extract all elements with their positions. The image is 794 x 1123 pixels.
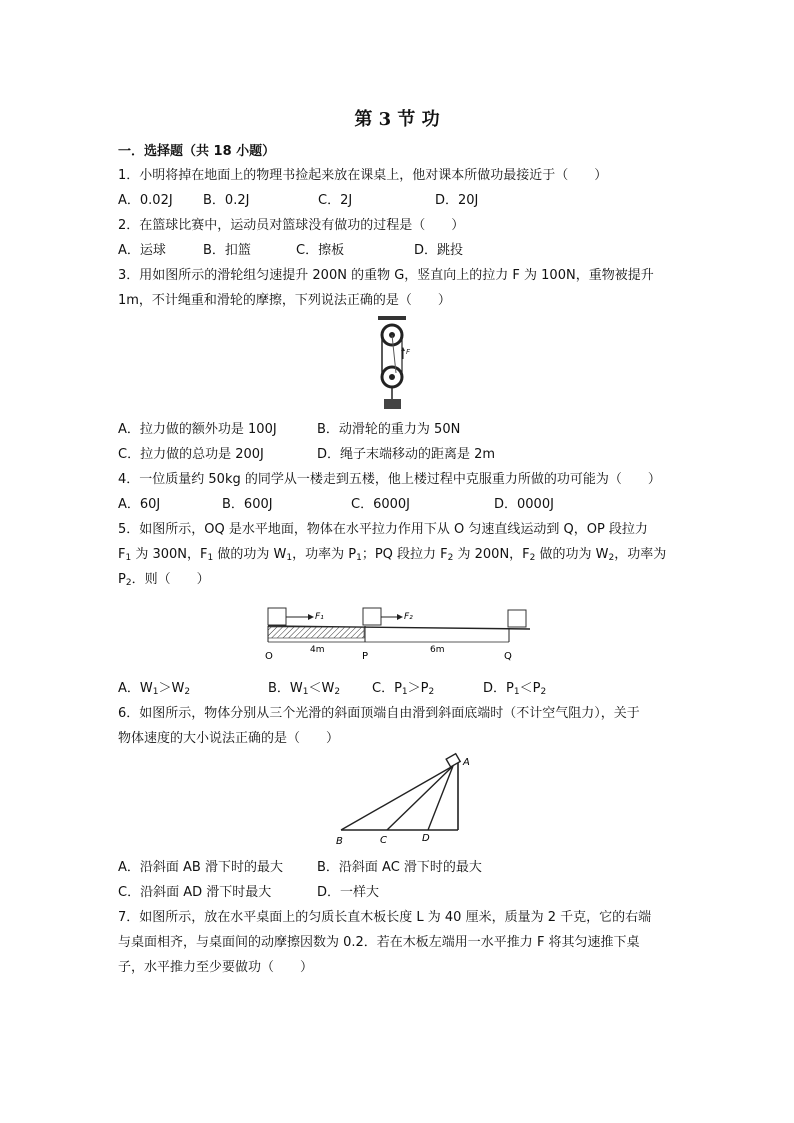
q2-option-c: C．擦板 [296,243,345,258]
question-7-stem-line2: 与桌面相齐，与桌面间的动摩擦因数为 0.2．若在木板左端用一水平推力 F 将其匀速推下桌 [118,935,640,950]
q4-option-a: A．60J [118,497,161,512]
distance-pq: 6m [430,645,445,655]
question-2-stem: 2．在篮球比赛中，运动员对篮球没有做功的过程是（ ） [118,218,465,233]
question-7-stem-line3: 子，水平推力至少要做功（ ） [118,960,314,975]
q3-option-d: D．绳子末端移动的距离是 2m [317,447,496,462]
q4-option-b: B．600J [222,497,273,512]
point-a: A [463,757,470,768]
question-3-stem-line2: 1m，不计绳重和滑轮的摩擦，下列说法正确的是（ ） [118,293,451,308]
q6-option-b: B．沿斜面 AC 滑下时的最大 [317,860,482,875]
page-title: 第 3 节 功 [354,109,440,130]
question-5-stem-line1: 5．如图所示，OQ 是水平地面，物体在水平拉力作用下从 O 匀速直线运动到 Q，OP 段拉力 [118,522,648,537]
q2-option-a: A．运球 [118,243,166,258]
block-q [508,610,526,627]
q1-option-a: A．0.02J [118,193,173,208]
incline-ad [428,766,453,830]
q5-option-d: D．$P_1<P_2$ [483,681,547,697]
q2-option-d: D．跳投 [414,243,464,258]
pulley-figure [370,313,420,413]
q5-option-c: C．$P_1>P_2$ [372,681,435,697]
question-6-stem-line1: 6．如图所示，物体分别从三个光滑的斜面顶端自由滑到斜面底端时（不计空气阻力），关于 [118,706,640,721]
q6-option-a: A．沿斜面 AB 滑下时的最大 [118,860,283,875]
q5-option-a: A．$W_1>W_2$ [118,681,191,697]
section-heading: 一．选择题（共 18 小题） [118,144,276,159]
distance-op: 4m [310,645,325,655]
q1-option-c: C．2J [318,193,353,208]
force-label: F [406,348,411,356]
q6-option-d: D．一样大 [317,885,380,900]
q3-option-a: A．拉力做的额外功是 100J [118,422,277,437]
question-4-stem: 4．一位质量约 50kg 的同学从一楼走到五楼，他上楼过程中克服重力所做的功可能为（ ） [118,472,661,487]
q2-option-b: B．扣篮 [203,243,251,258]
question-6-stem-line2: 物体速度的大小说法正确的是（ ） [118,731,340,746]
point-b: B [336,836,343,847]
q4-option-d: D．0000J [494,497,554,512]
point-p: P [362,651,369,662]
f1-label: F₁ [315,612,324,622]
q3-option-c: C．拉力做的总功是 200J [118,447,264,462]
q3-option-b: B．动滑轮的重力为 50N [317,422,461,437]
op-segment [268,627,364,638]
horizontal-ground-figure [262,602,534,662]
point-q: Q [504,651,512,662]
question-5-stem-line2: $F_1$ 为 300N，$F_1$ 做的功为 $W_1$，功率为 $P_1$；PQ 段拉力 $F_2$ 为 200N，$F_2$ 做的功为 $W_2$，功率为 [118,547,667,563]
q4-option-c: C．6000J [351,497,410,512]
q1-option-b: B．0.2J [203,193,250,208]
question-7-stem-line1: 7．如图所示，放在水平桌面上的匀质长直木板长度 L 为 40 厘米，质量为 2 千克，它的右端 [118,910,652,925]
block-p [363,608,381,625]
q6-option-c: C．沿斜面 AD 滑下时最大 [118,885,272,900]
block-o [268,608,286,625]
incline-figure [333,752,473,850]
point-d: D [422,833,430,844]
question-5-stem-line3: $P_2$．则（ ） [118,572,210,588]
point-c: C [380,835,387,846]
ceiling-mount [378,316,406,320]
q1-option-d: D．20J [435,193,479,208]
weight-g [384,399,401,409]
point-o: O [265,651,273,662]
question-1-stem: 1．小明将掉在地面上的物理书捡起来放在课桌上，他对课本所做功最接近于（ ） [118,168,608,183]
q5-option-b: B．$W_1<W_2$ [268,681,341,697]
question-3-stem-line1: 3．用如图所示的滑轮组匀速提升 200N 的重物 G，竖直向上的拉力 F 为 100N，重物被提升 [118,268,654,283]
f2-label: F₂ [404,612,413,622]
